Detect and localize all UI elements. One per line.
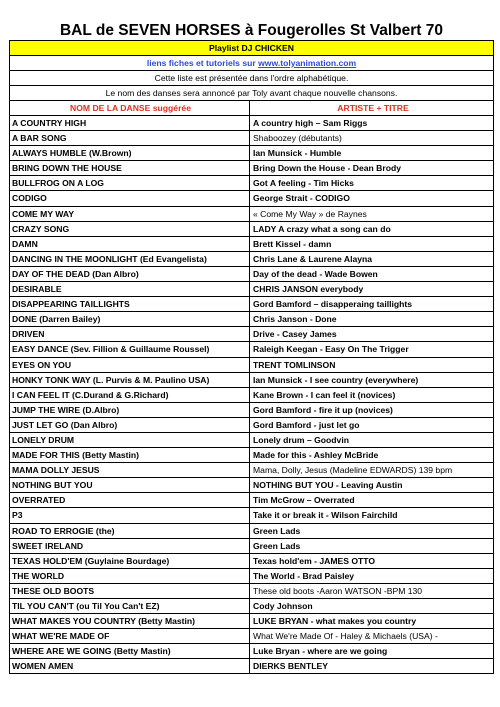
table-row [10, 508, 493, 523]
artist-title-cell: Got A feeling - Tim Hicks [253, 178, 354, 189]
table-row [10, 403, 493, 418]
artist-title-cell: CHRIS JANSON everybody [253, 284, 364, 295]
table-row [10, 116, 493, 131]
artist-title-cell: Bring Down the House - Dean Brody [253, 163, 402, 174]
dance-name-cell: CRAZY SONG [10, 222, 250, 236]
artist-title-cell: Ian Munsick - I see country (everywhere) [253, 374, 419, 385]
dance-name-cell: DONE (Darren Bailey) [10, 312, 250, 326]
artist-title-cell: NOTHING BUT YOU - Leaving Austin [253, 480, 403, 491]
table-row [10, 237, 493, 252]
dance-name-cell: P3 [10, 508, 250, 522]
table-row [10, 524, 493, 539]
artist-title-cell: Chris Lane & Laurene Alayna [253, 253, 373, 264]
table-row [10, 614, 493, 629]
dance-name-cell: OVERRATED [10, 493, 250, 507]
dance-name-cell: THE WORLD [10, 569, 250, 583]
dance-name-cell: TEXAS HOLD'EM (Guylaine Bourdage) [10, 554, 250, 568]
artist-title-cell: Chris Janson - Done [253, 314, 337, 325]
artist-title-cell: Green Lads [253, 540, 301, 551]
dance-name-cell: I CAN FEEL IT (C.Durand & G.Richard) [10, 388, 250, 402]
artist-title-cell: Take it or break it - Wilson Fairchild [253, 510, 398, 521]
dance-name-cell: WHAT WE'RE MADE OF [10, 629, 250, 643]
artist-title-cell: Green Lads [253, 525, 301, 536]
dance-name-cell: A COUNTRY HIGH [10, 116, 250, 130]
dance-name-cell: JUMP THE WIRE (D.Albro) [10, 403, 250, 417]
artist-title-cell: « Come My Way » de Raynes [253, 208, 367, 219]
table-row [10, 448, 493, 463]
table-row [10, 131, 493, 146]
table-row [10, 161, 493, 176]
artist-title-cell: George Strait - CODIGO [253, 193, 350, 204]
dance-name-cell: DAY OF THE DEAD (Dan Albro) [10, 267, 250, 281]
table-row [10, 433, 493, 448]
playlist-name: Playlist DJ CHICKEN [10, 41, 493, 56]
artist-title-cell: Ian Munsick - Humble [253, 148, 342, 159]
table-row [10, 463, 493, 478]
dance-name-cell: COME MY WAY [10, 207, 250, 221]
dance-name-cell: WOMEN AMEN [10, 659, 250, 673]
artist-title-cell: Gord Bamford – disapperaing taillights [253, 299, 413, 310]
column-header-dance: NOM DE LA DANSE suggérée [10, 101, 250, 115]
artist-title-cell: Tim McGrow – Overrated [253, 495, 355, 506]
table-row [10, 327, 493, 342]
column-headers [10, 101, 493, 116]
artist-title-cell: Gord Bamford - fire it up (novices) [253, 404, 393, 415]
dance-name-cell: ROAD TO ERROGIE (the) [10, 524, 250, 538]
table-row [10, 146, 493, 161]
table-row [10, 282, 493, 297]
artist-title-cell: Kane Brown - I can feel it (novices) [253, 389, 396, 400]
dance-name-cell: CODIGO [10, 191, 250, 205]
dance-name-cell: DISAPPEARING TAILLIGHTS [10, 297, 250, 311]
playlist-table [9, 40, 494, 674]
dance-name-cell: NOTHING BUT YOU [10, 478, 250, 492]
artist-title-cell: Cody Johnson [253, 601, 313, 611]
table-row [10, 222, 493, 237]
dance-name-cell: DESIRABLE [10, 282, 250, 296]
artist-title-cell: Day of the dead - Wade Bowen [253, 268, 378, 279]
links-line [10, 56, 493, 71]
artist-title-cell: DIERKS BENTLEY [253, 661, 328, 672]
playlist-sheet [9, 21, 494, 674]
table-row [10, 191, 493, 206]
dance-name-cell: DAMN [10, 237, 250, 251]
table-row [10, 342, 493, 357]
dance-name-cell: WHERE ARE WE GOING (Betty Mastin) [10, 644, 250, 658]
note-announcement: Le nom des danses sera annoncé par Toly avant chaque nouvelle chansons. [10, 86, 493, 101]
table-row [10, 176, 493, 191]
dance-name-cell: TIL YOU CAN'T (ou Til You Can't EZ) [10, 599, 250, 613]
artist-title-cell: These old boots -Aaron WATSON -BPM 130 [253, 585, 423, 596]
table-row [10, 418, 493, 433]
dance-name-cell: HONKY TONK WAY (L. Purvis & M. Paulino USA) [10, 373, 250, 387]
table-row [10, 207, 493, 222]
table-row [10, 584, 493, 599]
table-row [10, 644, 493, 659]
dance-name-cell: MAMA DOLLY JESUS [10, 463, 250, 477]
artist-title-cell: Gord Bamford - just let go [253, 419, 360, 430]
table-row [10, 267, 493, 282]
links-prefix: liens fiches et tutoriels sur [146, 58, 259, 68]
dance-name-cell: DANCING IN THE MOONLIGHT (Ed Evangelista) [10, 252, 250, 266]
table-row [10, 358, 493, 373]
dance-name-cell: WHAT MAKES YOU COUNTRY (Betty Mastin) [10, 614, 250, 628]
table-row [10, 569, 493, 584]
dance-name-cell: SWEET IRELAND [10, 539, 250, 553]
artist-title-cell: TRENT TOMLINSON [253, 359, 336, 370]
artist-title-cell: Brett Kissel - damn [253, 238, 332, 249]
page-title: BAL de SEVEN HORSES à Fougerolles St Valbert 70 [59, 22, 444, 39]
table-row [10, 539, 493, 554]
artist-title-cell: Texas hold'em - JAMES OTTO [253, 555, 376, 566]
dance-name-cell: DRIVEN [10, 327, 250, 341]
artist-title-cell: Luke Bryan - where are we going [253, 646, 388, 657]
dance-name-cell: A BAR SONG [10, 131, 250, 145]
dance-name-cell: EYES ON YOU [10, 358, 250, 372]
column-header-artist: ARTISTE + TITRE [337, 103, 409, 113]
dance-name-cell: BULLFROG ON A LOG [10, 176, 250, 190]
artist-title-cell: Mama, Dolly, Jesus (Madeline EDWARDS) 139 bpm [253, 465, 453, 476]
table-row [10, 373, 493, 388]
website-link[interactable]: www.tolyanimation.com [258, 58, 357, 68]
table-row [10, 659, 493, 674]
dance-name-cell: BRING DOWN THE HOUSE [10, 161, 250, 175]
table-row [10, 599, 493, 614]
table-row [10, 297, 493, 312]
artist-title-cell: LADY A crazy what a song can do [253, 223, 391, 234]
dance-name-cell: LONELY DRUM [10, 433, 250, 447]
artist-title-cell: Shaboozey (débutants) [253, 133, 342, 144]
table-row [10, 629, 493, 644]
table-body [10, 116, 493, 674]
artist-title-cell: LUKE BRYAN - what makes you country [253, 616, 417, 627]
dance-name-cell: MADE FOR THIS (Betty Mastin) [10, 448, 250, 462]
table-row [10, 554, 493, 569]
artist-title-cell: Drive - Casey James [253, 329, 337, 340]
table-row [10, 252, 493, 267]
note-alphabetical: Cette liste est présentée dans l'ordre alphabétique. [10, 71, 493, 86]
artist-title-cell: The World - Brad Paisley [253, 570, 355, 581]
dance-name-cell: JUST LET GO (Dan Albro) [10, 418, 250, 432]
dance-name-cell: THESE OLD BOOTS [10, 584, 250, 598]
table-row [10, 493, 493, 508]
table-row [10, 388, 493, 403]
artist-title-cell: Made for this - Ashley McBride [253, 450, 379, 461]
artist-title-cell: What We're Made Of - Haley & Michaels (USA) - [253, 631, 438, 642]
dance-name-cell: ALWAYS HUMBLE (W.Brown) [10, 146, 250, 160]
artist-title-cell: A country high – Sam Riggs [253, 118, 368, 128]
table-row [10, 478, 493, 493]
table-row [10, 312, 493, 327]
artist-title-cell: Lonely drum – Goodvin [253, 434, 349, 445]
artist-title-cell: Raleigh Keegan - Easy On The Trigger [253, 344, 409, 355]
dance-name-cell: EASY DANCE (Sev. Fillion & Guillaume Roussel) [10, 342, 250, 356]
